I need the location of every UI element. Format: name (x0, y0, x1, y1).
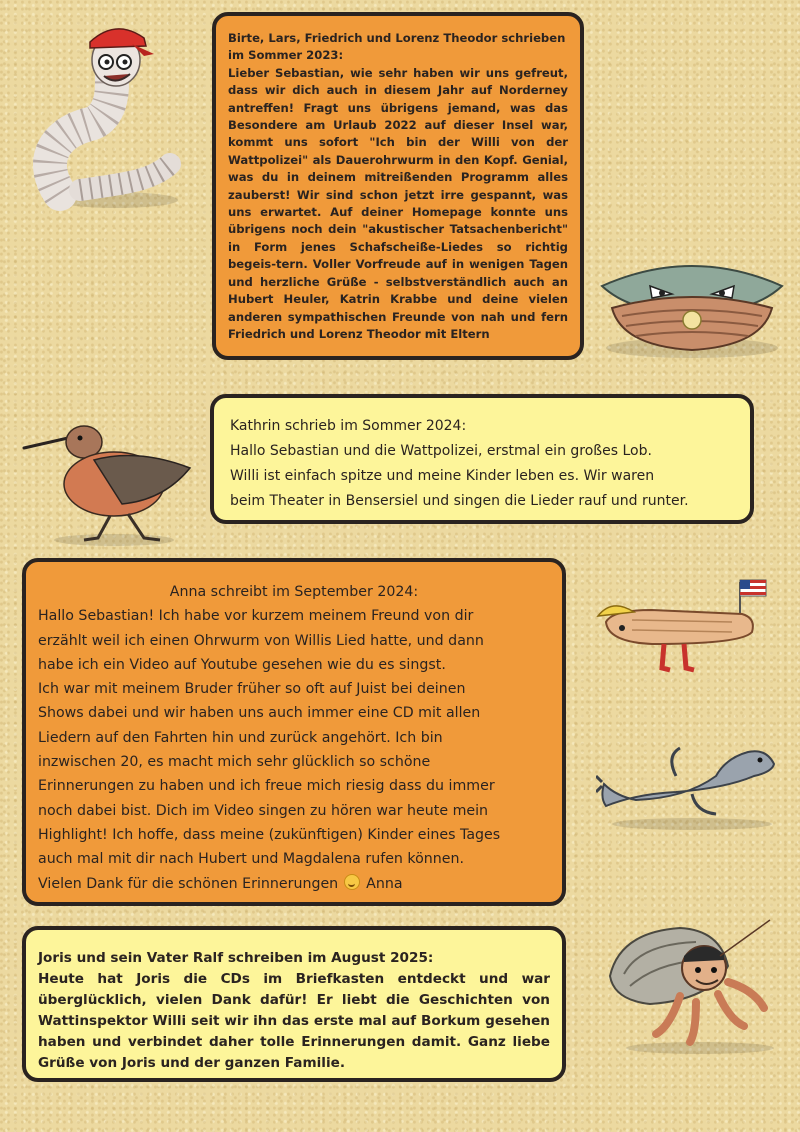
sandpiper-illustration (18, 408, 198, 548)
entry-closing-line (38, 872, 550, 896)
entry-title: Anna schreibt im September 2024: (169, 584, 419, 600)
entry-line: habe ich ein Video auf Youtube gesehen wie du es singst. (38, 656, 446, 673)
entry-line: Erinnerungen zu haben und ich freue mich riesig dass du immer (38, 778, 495, 795)
entry-line: Ich war mit meinem Bruder früher so oft auf Juist bei deinen (38, 681, 466, 698)
seal-illustration (596, 736, 782, 832)
hermit-crab-illustration (600, 916, 796, 1056)
entry-line: auch mal mit dir nach Hubert und Magdalena rufen können. (38, 851, 465, 868)
clam-illustration (592, 256, 792, 364)
guestbook-entry-2 (210, 394, 754, 524)
entry-line: Liedern auf den Fahrten hin und zurück angehört. Ich bin (38, 729, 443, 746)
entry-title: Joris und sein Vater Ralf schreiben im August 2025: (38, 950, 434, 966)
entry-line: Hallo Sebastian! Ich habe vor kurzem meinem Freund von dir (38, 608, 474, 625)
entry-body: Heute hat Joris die CDs im Briefkasten entdeckt und war überglücklich, vielen Dank dafür! Er liebt die Geschichten von Wattinspektor Willi seit wir ihn das erste mal auf Borkum gesehen haben und verbindet daher tolle Erinnerungen damit. Ganz liebe Grüße von Joris und der ganzen Familie. (38, 971, 550, 1071)
guestbook-entry-3 (22, 558, 566, 906)
entry-line: Willi ist einfach spitze und meine Kinder leben es. Wir waren (230, 468, 655, 484)
guestbook-entry-1 (212, 12, 584, 360)
smiley-icon (344, 874, 360, 890)
entry-line: Highlight! Ich hoffe, dass meine (zukünftigen) Kinder eines Tages (38, 826, 501, 843)
entry-line: noch dabei bist. Dich im Video singen zu hören war heute mein (38, 802, 489, 819)
entry-line: beim Theater in Bensersiel und singen die Lieder rauf und runter. (230, 493, 689, 509)
worm-illustration (20, 14, 200, 214)
entry-title: Birte, Lars, Friedrich und Lorenz Theodor schrieben im Sommer 2023: (228, 31, 566, 63)
entry-line: Hallo Sebastian und die Wattpolizei, erstmal ein großes Lob. (230, 443, 652, 459)
razor-clam-illustration (592, 572, 778, 682)
entry-line: inzwischen 20, es macht mich sehr glücklich so schöne (38, 754, 431, 771)
entry-closing: Vielen Dank für die schönen Erinnerungen (38, 875, 339, 892)
entry-line: Shows dabei und wir haben uns auch immer eine CD mit allen (38, 705, 481, 722)
entry-signature: Anna (366, 875, 403, 892)
guestbook-entry-4 (22, 926, 566, 1082)
entry-title: Kathrin schrieb im Sommer 2024: (230, 418, 467, 434)
entry-body: Lieber Sebastian, wie sehr haben wir uns gefreut, dass wir dich auch in diesem Jahr auf Norderney antreffen! Fragt uns übrigens jemand, was das Besondere am Urlaub 2022 auf dieser Insel war, kommt uns sofort "Ich bin der Willi von der Wattpolizei" als Dauerohrwurm in den Kopf. Genial, was du in deinem mitreißenden Programm alles zauberst! Wir sind schon jetzt irre gespannt, was uns erwartet. Auf deiner Homepage konnte uns übrigens noch dein "akustischer Tatsachenbericht" in Form jenes Schafscheiße-Liedes so richtig begeis-tern. Voller Vorfreude auf in wenigen Tagen und herzliche Grüße - selbstverständlich auch an Hubert Heuler, Katrin Krabbe und deine vielen anderen sympathischen Freunde von nah und fern Friedrich und Lorenz Theodor mit Eltern (228, 65, 568, 341)
entry-line: erzählt weil ich einen Ohrwurm von Willis Lied hatte, und dann (38, 632, 484, 649)
